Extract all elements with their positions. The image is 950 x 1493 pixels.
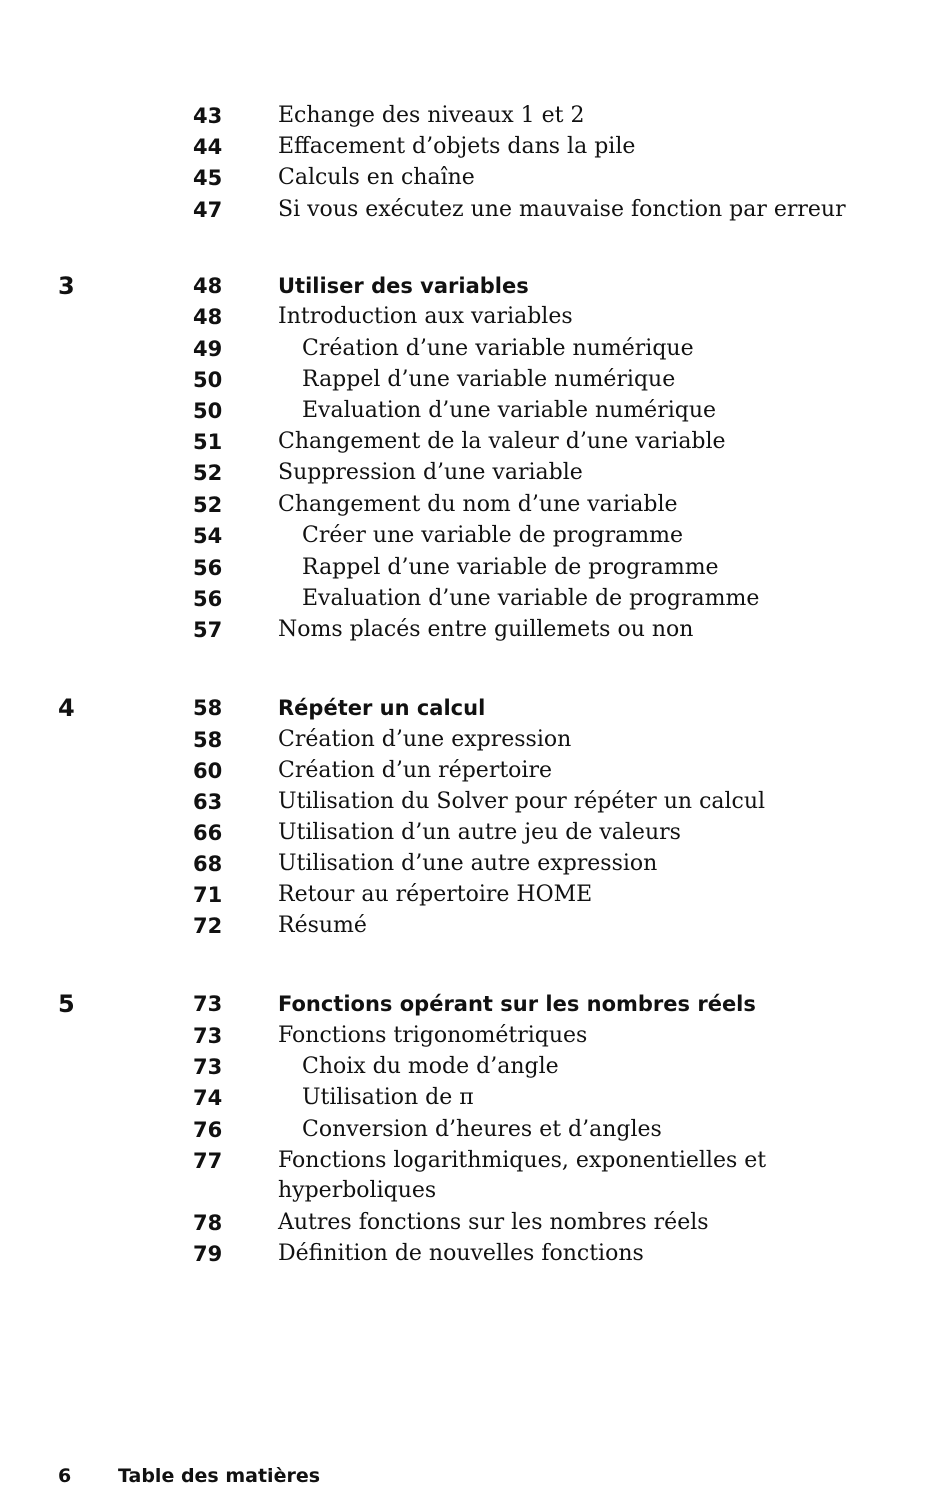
- page-number: 51: [193, 430, 223, 454]
- toc-entry: [0, 132, 950, 162]
- entry-title: Utilisation du Solver pour répéter un calcul: [278, 789, 766, 814]
- footer-page-number: 6: [58, 1465, 72, 1487]
- page-number: 73: [193, 992, 223, 1016]
- entry-title: Rappel d’une variable de programme: [302, 555, 719, 580]
- page-number: 74: [193, 1086, 223, 1110]
- page-number: 71: [193, 883, 223, 907]
- toc-entry: [0, 396, 950, 426]
- entry-title: Utilisation d’un autre jeu de valeurs: [278, 820, 681, 845]
- page-number: 48: [193, 274, 223, 298]
- chapter-number: 5: [58, 990, 75, 1018]
- page-number: 47: [193, 198, 223, 222]
- toc-entry: [0, 818, 950, 848]
- toc-entry: [0, 725, 950, 755]
- toc-entry: [0, 1239, 950, 1269]
- entry-title: Fonctions logarithmiques, exponentielles et hyperboliques: [278, 1148, 767, 1203]
- toc-entry: [0, 334, 950, 364]
- page-number: 48: [193, 305, 223, 329]
- toc-entry: [0, 1146, 950, 1206]
- toc-entry: [0, 1208, 950, 1238]
- entry-title: Utilisation de π: [302, 1085, 474, 1110]
- page-number: 50: [193, 399, 223, 423]
- page-number: 45: [193, 166, 223, 190]
- entry-title: Calculs en chaîne: [278, 165, 475, 190]
- toc-chapter-heading: [0, 693, 950, 723]
- page-number: 77: [193, 1149, 223, 1173]
- toc-entry: [0, 302, 950, 332]
- toc-entry: [0, 1115, 950, 1145]
- toc-entry: [0, 458, 950, 488]
- page-number: 63: [193, 790, 223, 814]
- toc-entry: [0, 521, 950, 551]
- entry-title: Choix du mode d’angle: [302, 1054, 559, 1079]
- chapter-title: Répéter un calcul: [278, 696, 486, 720]
- toc-entry: [0, 553, 950, 583]
- entry-title: Autres fonctions sur les nombres réels: [278, 1210, 709, 1235]
- page-number: 50: [193, 368, 223, 392]
- entry-title: Définition de nouvelles fonctions: [278, 1241, 644, 1266]
- toc-entry: [0, 911, 950, 941]
- page-number: 58: [193, 728, 223, 752]
- page-number: 58: [193, 696, 223, 720]
- toc-entry: [0, 1021, 950, 1051]
- toc-entry: [0, 615, 950, 645]
- page-number: 44: [193, 135, 223, 159]
- chapter-title: Utiliser des variables: [278, 274, 529, 298]
- toc-entry: [0, 1083, 950, 1113]
- page-number: 79: [193, 1242, 223, 1266]
- entry-title: Changement de la valeur d’une variable: [278, 429, 726, 454]
- entry-title: Créer une variable de programme: [302, 523, 683, 548]
- entry-title: Rappel d’une variable numérique: [302, 367, 676, 392]
- page-number: 60: [193, 759, 223, 783]
- toc-entry: [0, 1052, 950, 1082]
- chapter-title: Fonctions opérant sur les nombres réels: [278, 992, 756, 1016]
- page-number: 52: [193, 461, 223, 485]
- entry-title: Fonctions trigonométriques: [278, 1023, 588, 1048]
- toc-entry: [0, 101, 950, 131]
- page-number: 43: [193, 104, 223, 128]
- page-number: 57: [193, 618, 223, 642]
- chapter-number: 4: [58, 694, 75, 722]
- entry-title: Echange des niveaux 1 et 2: [278, 103, 585, 128]
- page-number: 54: [193, 524, 223, 548]
- toc-chapter-heading: [0, 271, 950, 301]
- toc-entry: [0, 365, 950, 395]
- toc-entry: [0, 427, 950, 457]
- page-number: 68: [193, 852, 223, 876]
- chapter-number: 3: [58, 272, 75, 300]
- page-number: 72: [193, 914, 223, 938]
- toc-entry: [0, 880, 950, 910]
- entry-title: Résumé: [278, 913, 367, 938]
- entry-title: Conversion d’heures et d’angles: [302, 1117, 662, 1142]
- page-number: 73: [193, 1024, 223, 1048]
- entry-title: Création d’une variable numérique: [302, 336, 694, 361]
- page-number: 52: [193, 493, 223, 517]
- page-number: 56: [193, 556, 223, 580]
- page-number: 56: [193, 587, 223, 611]
- page-footer: [58, 1462, 320, 1490]
- entry-title: Utilisation d’une autre expression: [278, 851, 658, 876]
- entry-title: Si vous exécutez une mauvaise fonction par erreur: [278, 197, 846, 222]
- entry-title: Suppression d’une variable: [278, 460, 583, 485]
- toc-entry: [0, 849, 950, 879]
- toc-chapter-heading: [0, 989, 950, 1019]
- entry-title: Retour au répertoire HOME: [278, 882, 593, 907]
- toc-entry: [0, 787, 950, 817]
- footer-label: Table des matières: [118, 1465, 321, 1487]
- toc-entry: [0, 490, 950, 520]
- entry-title: Noms placés entre guillemets ou non: [278, 617, 694, 642]
- entry-title: Création d’une expression: [278, 727, 572, 752]
- entry-title: Evaluation d’une variable numérique: [302, 398, 717, 423]
- toc-entry: [0, 756, 950, 786]
- page-number: 66: [193, 821, 223, 845]
- page-number: 73: [193, 1055, 223, 1079]
- page-number: 76: [193, 1118, 223, 1142]
- toc-entry: [0, 584, 950, 614]
- entry-title: Evaluation d’une variable de programme: [302, 586, 760, 611]
- toc-entry: [0, 163, 950, 193]
- entry-title: Changement du nom d’une variable: [278, 492, 678, 517]
- toc-entry: [0, 195, 950, 225]
- entry-title: Création d’un répertoire: [278, 758, 552, 783]
- entry-title: Effacement d’objets dans la pile: [278, 134, 636, 159]
- page-number: 78: [193, 1211, 223, 1235]
- entry-title: Introduction aux variables: [278, 304, 573, 329]
- page-number: 49: [193, 337, 223, 361]
